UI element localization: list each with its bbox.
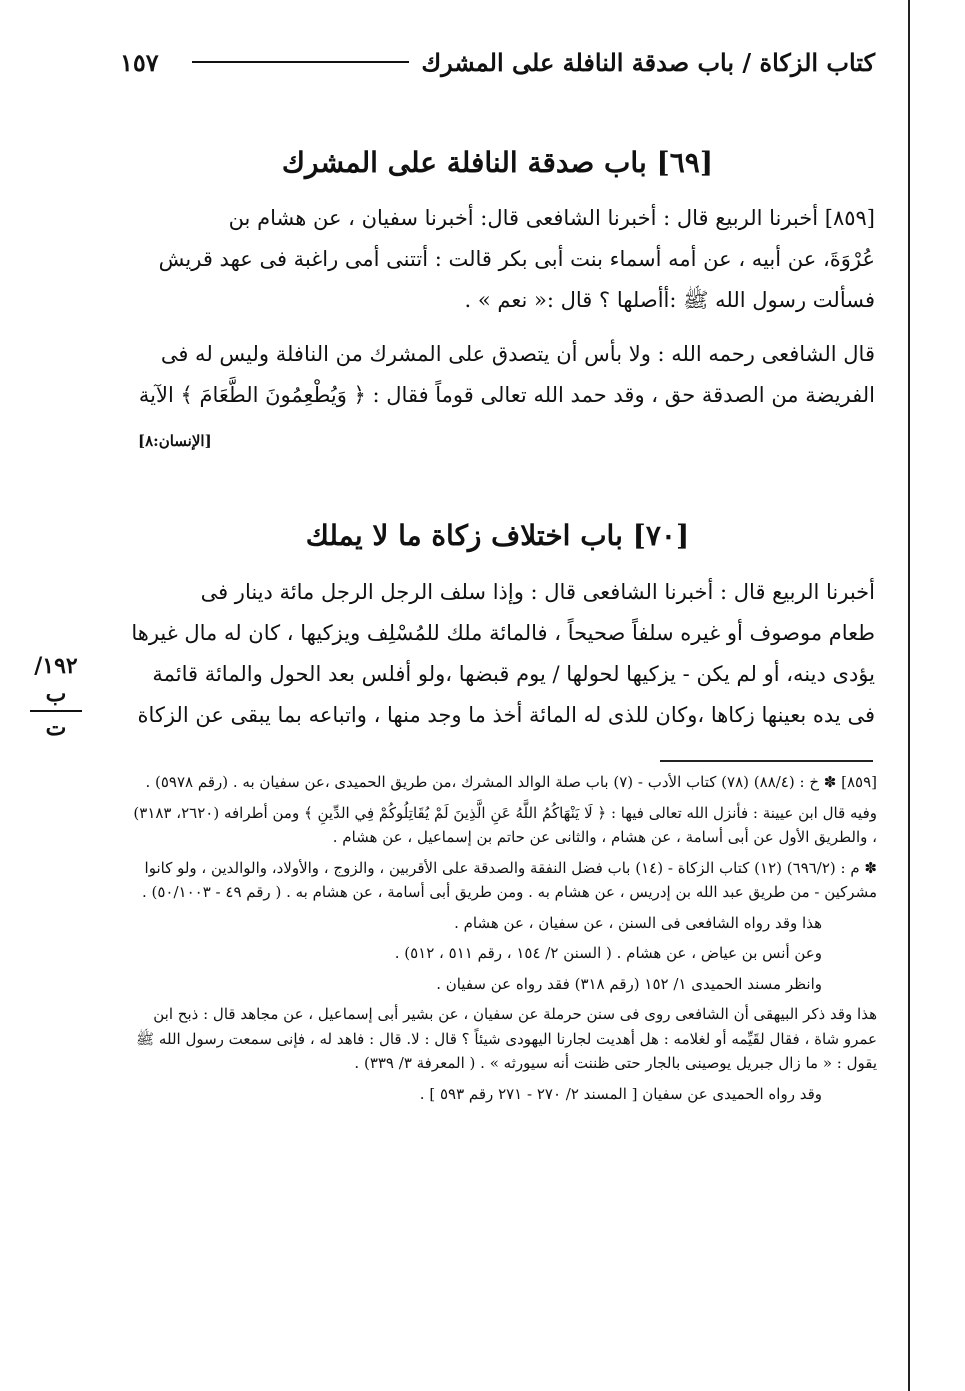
hadith-line: عُرْوَةَ، عن أبيه ، عن أمه أسماء بنت أبى بكر قالت : أتتنى أمى راغبة فى عهد قريش xyxy=(158,247,875,271)
quran-citation: [الإنسان:٨] xyxy=(138,432,212,450)
header-rule xyxy=(192,61,409,63)
text-line: طعام موصوف أو غيره سلفاً صحيحاً ، فالمائة ملك للمُسْلِف ويزكيها ، كان له مال غيرها xyxy=(131,621,875,645)
footnotes xyxy=(125,770,877,1112)
footnote-paragraph: [٨٥٩] ✽ خ : (٨٨/٤) (٧٨) كتاب الأدب - (٧) باب صلة الوالد المشرك ،من طريق الحميدى ،عن سفيان به . (رقم ٥٩٧٨) . xyxy=(145,773,877,791)
commentary-shafii xyxy=(120,334,875,416)
commentary-line: الفريضة من الصدقة حق ، وقد حمد الله تعالى قوماً فقال : ﴿ وَيُطْعِمُونَ الطَّعَامَ ﴾ الآية xyxy=(138,383,875,407)
footnote-paragraph: هذا وقد رواه الشافعى فى السنن ، عن سفيان ، عن هشام . xyxy=(454,913,822,932)
section70-text xyxy=(120,572,875,736)
text-line: يؤدى دينه، أو لم يكن - يزكيها لحولها / يوم قبضها ،ولو أفلس بعد الحول والمائة قائمة xyxy=(152,662,875,686)
page-number: ١٥٧ xyxy=(120,47,159,77)
margin-folio: ١٩٢/ب xyxy=(34,653,78,707)
text-line: فى يده بعينها زكاها ،وكان للذى له المائة أخذ ما وجد منها ، واتباعه بما يبقى عن الزكاة xyxy=(137,703,875,727)
commentary-line: قال الشافعى رحمه الله : ولا بأس أن يتصدق على المشرك من النافلة وليس له فى xyxy=(160,342,875,366)
hadith-line: فسألت رسول الله ﷺ :أأصلها ؟ قال :« نعم » . xyxy=(464,288,875,312)
running-head: كتاب الزكاة / باب صدقة النافلة على المشرك xyxy=(421,47,875,77)
page-edge-rule xyxy=(908,0,910,1391)
margin-rule xyxy=(30,710,82,712)
hadith-859 xyxy=(120,198,875,321)
section-title-70: [٧٠] باب اختلاف زكاة ما لا يملك xyxy=(305,519,690,552)
text-line: أخبرنا الربيع قال : أخبرنا الشافعى قال : وإذا سلف الرجل الرجل مائة دينار فى xyxy=(200,580,875,604)
footnote-separator xyxy=(660,760,873,762)
margin-siglum: ت xyxy=(45,715,67,741)
footnote-paragraph: وعن أنس بن عياض ، عن هشام . ( السنن ٢/ ١٥٤ ، رقم ٥١١ ، ٥١٢) . xyxy=(394,944,822,962)
page-header xyxy=(120,42,875,82)
footnote-paragraph: وقد رواه الحميدى عن سفيان [ المسند ٢/ ٢٧٠ - ٢٧١ رقم ٥٩٣ ] . xyxy=(419,1084,822,1103)
footnote-paragraph: ✽ م : (٦٩٦/٢) (١٢) كتاب الزكاة - (١٤) باب فضل النفقة والصدقة على الأقربين ، والزوج ، والأولاد، والوالدين ، ولو كانوا مشركين - من طريق عبد الله بن إدريس ، عن هشام به . ومن طريق أبى أسامة ، عن هشام به . ( رقم ٤٩ - ٥٠/١٠٠٣) . xyxy=(141,858,877,901)
footnote-paragraph: هذا وقد ذكر البيهقى أن الشافعى روى فى سنن حرملة عن سفيان ، عن بشير أبى إسماعيل ، عن مجاهد قال : ذبح ابن عمرو شاة ، فقال لقَيِّمه أو لغلامه : هل أهديت لجارنا اليهودى شيئاً ؟ قال : لا. قال : فاهد له ، فإنى سمعت رسول الله ﷺ يقول : « ما زال جبريل يوصينى بالجار حتى ظننت أنه سيورثه » . ( المعرفة ٣/ ٣٣٩) . xyxy=(136,1005,877,1072)
manuscript-margin-note xyxy=(24,652,88,742)
footnote-paragraph: وفيه قال ابن عيينة : فأنزل الله تعالى فيها : ﴿ لَا يَنْهَاكُمُ اللَّهُ عَنِ الَّذِينَ لَمْ يُقَاتِلُوكُمْ فِي الدِّينِ ﴾ ومن أطرافه (٢٦٢٠، ٣١٨٣) ، والطريق الأول عن أبى أسامة ، عن هشام ، والثانى عن حاتم بن إسماعيل ، عن هشام . xyxy=(133,803,877,846)
hadith-line: [٨٥٩] أخبرنا الربيع قال : أخبرنا الشافعى قال: أخبرنا سفيان ، عن هشام بن xyxy=(228,206,875,230)
section-title-69: [٦٩] باب صدقة النافلة على المشرك xyxy=(281,146,714,179)
footnote-paragraph: وانظر مسند الحميدى ١/ ١٥٢ (رقم ٣١٨) فقد رواه عن سفيان . xyxy=(436,974,822,993)
